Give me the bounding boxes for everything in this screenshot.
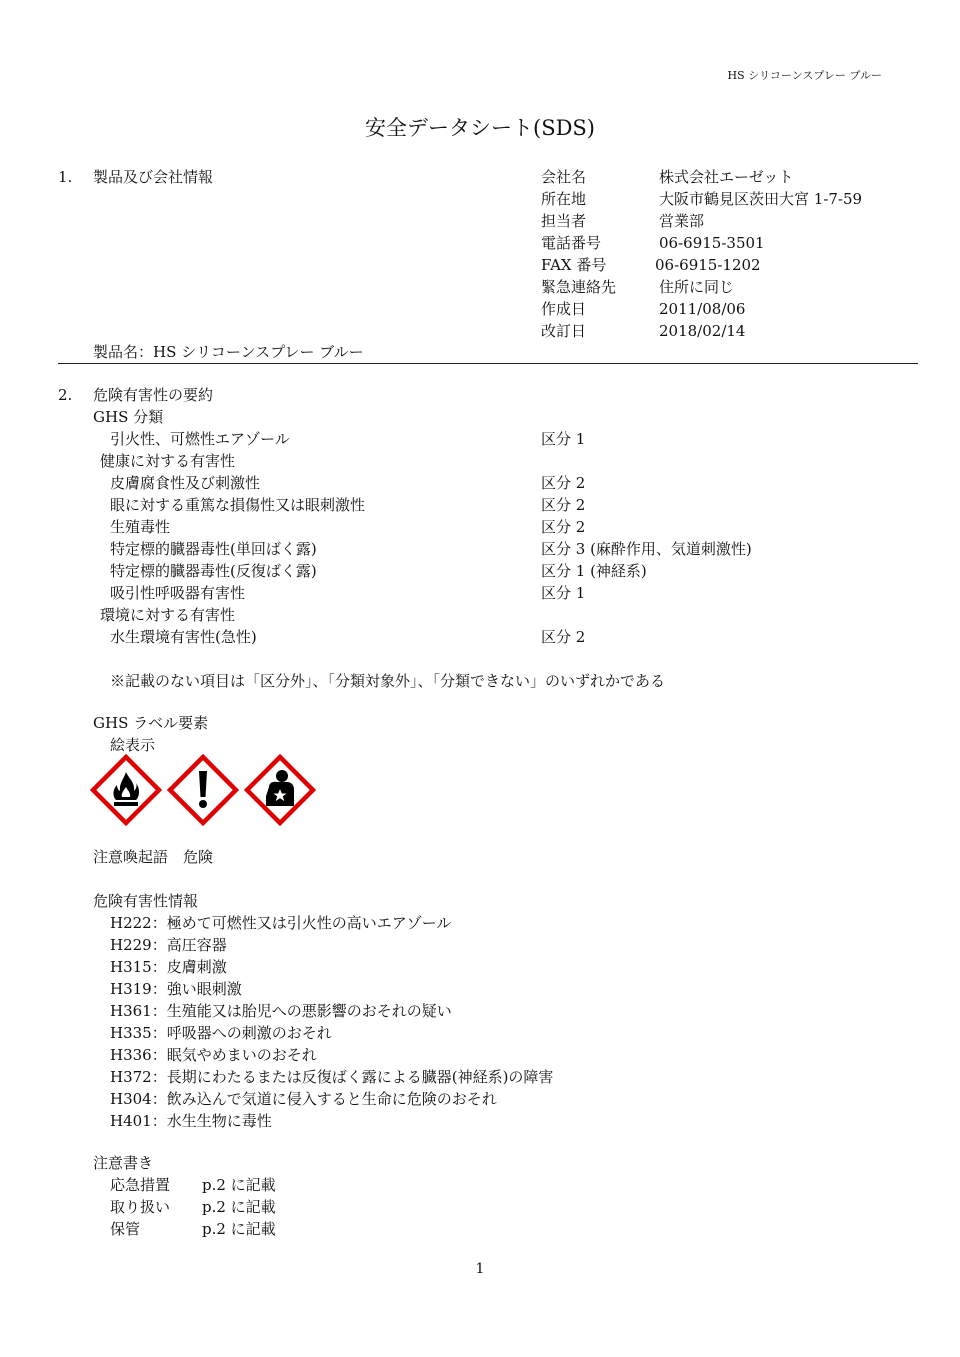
company-label: FAX 番号 bbox=[541, 256, 607, 274]
health-hazard-icon bbox=[244, 754, 316, 826]
company-label: 所在地 bbox=[541, 190, 587, 208]
classification-note: ※記載のない項目は「区分外」、「分類対象外」、「分類できない」のいずれかである bbox=[110, 672, 666, 690]
section-heading: 危険有害性の要約 bbox=[93, 386, 214, 404]
section-number: 1. bbox=[58, 168, 73, 186]
hazard-class-name: 引火性、可燃性エアゾール bbox=[110, 430, 290, 448]
company-value: 営業部 bbox=[659, 212, 705, 230]
hazard-class-name: 眼に対する重篤な損傷性又は眼刺激性 bbox=[110, 496, 366, 514]
hazard-class-name: 吸引性呼吸器有害性 bbox=[110, 584, 246, 602]
hazard-category: 区分 2 bbox=[541, 474, 586, 492]
flame-icon bbox=[90, 754, 162, 826]
company-value: 06-6915-1202 bbox=[655, 256, 761, 274]
hazard-class-name: 皮膚腐食性及び刺激性 bbox=[110, 474, 261, 492]
running-header: HS シリコーンスプレー ブルー bbox=[727, 69, 882, 82]
hazard-category: 区分 1 bbox=[541, 430, 586, 448]
precaution-label: 応急措置 bbox=[110, 1176, 171, 1194]
company-label: 担当者 bbox=[541, 212, 587, 230]
company-value: 住所に同じ bbox=[659, 278, 735, 296]
hazard-statement: H335：呼吸器への刺激のおそれ bbox=[110, 1024, 332, 1042]
section-divider bbox=[58, 363, 918, 364]
company-label: 作成日 bbox=[541, 300, 587, 318]
hazard-category: 区分 2 bbox=[541, 628, 586, 646]
hazard-class-name: 特定標的臓器毒性(反復ばく露) bbox=[110, 562, 317, 580]
page-title: 安全データシート(SDS) bbox=[365, 116, 595, 140]
hazard-statement: H336：眠気やめまいのおそれ bbox=[110, 1046, 317, 1064]
hazard-category: 区分 2 bbox=[541, 496, 586, 514]
ghs-classification-heading: GHS 分類 bbox=[93, 408, 164, 426]
precaution-value: p.2 に記載 bbox=[202, 1220, 276, 1238]
precaution-value: p.2 に記載 bbox=[202, 1198, 276, 1216]
company-label: 緊急連絡先 bbox=[541, 278, 617, 296]
company-label: 会社名 bbox=[541, 168, 587, 186]
exclamation-icon bbox=[167, 754, 239, 826]
hazard-statement: H319：強い眼刺激 bbox=[110, 980, 242, 998]
company-label: 電話番号 bbox=[541, 234, 602, 252]
section-heading: 製品及び会社情報 bbox=[93, 168, 214, 186]
company-value: 06-6915-3501 bbox=[659, 234, 765, 252]
hazard-statement: H372：長期にわたるまたは反復ばく露による臓器(神経系)の障害 bbox=[110, 1068, 554, 1086]
company-value: 大阪市鶴見区茨田大宮 1-7-59 bbox=[659, 190, 863, 208]
section-number: 2. bbox=[58, 386, 73, 404]
pictogram-heading: 絵表示 bbox=[110, 736, 156, 754]
precaution-value: p.2 に記載 bbox=[202, 1176, 276, 1194]
hazard-group-heading: 健康に対する有害性 bbox=[100, 452, 236, 470]
page-number: 1 bbox=[475, 1261, 485, 1277]
ghs-label-heading: GHS ラベル要素 bbox=[93, 714, 209, 732]
hazard-statements-heading: 危険有害性情報 bbox=[93, 892, 199, 910]
hazard-statement: H361：生殖能又は胎児への悪影響のおそれの疑い bbox=[110, 1002, 452, 1020]
hazard-statement: H304：飲み込んで気道に侵入すると生命に危険のおそれ bbox=[110, 1090, 497, 1108]
hazard-category: 区分 2 bbox=[541, 518, 586, 536]
product-name: 製品名：HS シリコーンスプレー ブルー bbox=[93, 343, 364, 361]
precaution-label: 取り扱い bbox=[110, 1198, 171, 1216]
hazard-category: 区分 1 bbox=[541, 584, 586, 602]
hazard-group-heading: 環境に対する有害性 bbox=[100, 606, 236, 624]
hazard-statement: H229：高圧容器 bbox=[110, 936, 227, 954]
hazard-category: 区分 1 (神経系) bbox=[541, 562, 647, 580]
precautionary-heading: 注意書き bbox=[93, 1154, 154, 1172]
company-label: 改訂日 bbox=[541, 322, 587, 340]
hazard-class-name: 生殖毒性 bbox=[110, 518, 171, 536]
company-value: 株式会社エーゼット bbox=[659, 168, 794, 186]
hazard-class-name: 水生環境有害性(急性) bbox=[110, 628, 257, 646]
hazard-statement: H315：皮膚刺激 bbox=[110, 958, 227, 976]
hazard-statement: H401：水生生物に毒性 bbox=[110, 1112, 272, 1130]
company-value: 2018/02/14 bbox=[659, 322, 746, 340]
hazard-statement: H222：極めて可燃性又は引火性の高いエアゾール bbox=[110, 914, 452, 932]
company-value: 2011/08/06 bbox=[659, 300, 746, 318]
signal-word: 注意喚起語 危険 bbox=[93, 848, 214, 866]
precaution-label: 保管 bbox=[110, 1220, 141, 1238]
hazard-category: 区分 3 (麻酔作用、気道刺激性) bbox=[541, 540, 752, 558]
hazard-class-name: 特定標的臓器毒性(単回ばく露) bbox=[110, 540, 317, 558]
